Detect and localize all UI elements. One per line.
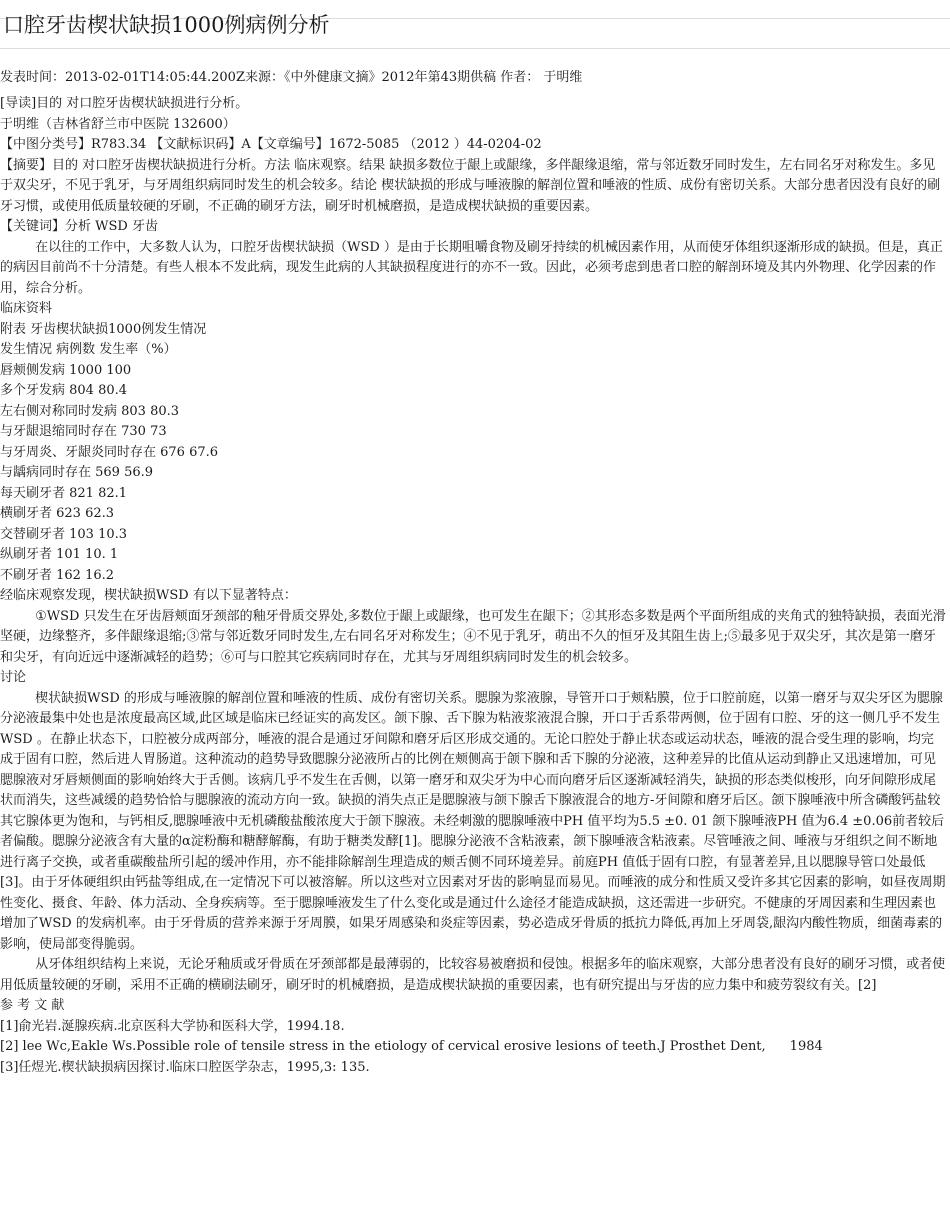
- table-line: 与龋病同时存在 569 56.9: [0, 465, 154, 480]
- reference-item: [0, 1017, 946, 1038]
- table-line: 纵刷牙者 101 10. 1: [0, 547, 119, 562]
- reference-item: [0, 1058, 946, 1079]
- lead-line: [导读]目的 对口腔牙齿楔状缺损进行分析。: [0, 96, 249, 111]
- reference-year: 1984: [789, 1039, 823, 1054]
- publish-meta-line: 发表时间：2013-02-01T14:05:44.200Z来源：《中外健康文摘》2012年第43期供稿 作者： 于明维: [0, 70, 583, 85]
- article-title: 口腔牙齿楔状缺损1000例病例分析: [3, 13, 330, 37]
- reference-text: [1]俞光岩.涎腺疾病.北京医科大学协和医科大学，1994.18.: [0, 1018, 345, 1034]
- table-line: 多个牙发病 804 80.4: [0, 383, 128, 398]
- table-line: 交替刷牙者 103 10.3: [0, 526, 128, 542]
- reference-text: [2] lee Wc,Eakle Ws.Possible role of tensile stress in the etiology of cervical erosive lesions of teeth.J Prosthet Dent,: [0, 1039, 766, 1054]
- abstract-paragraph: 【摘要】目的 对口腔牙齿楔状缺损进行分析。方法 临床观察。结果 缺损多数位于龈上或龈缘，多伴龈缘退缩，常与邻近数牙同时发生，左右同名牙对称发生。多见于双尖牙，不见于乳牙，与牙周组织病同时发生的机会较多。结论 楔状缺损的形成与唾液腺的解剖位置和唾液的性质、成份有密切关系。大部分患者因没有良好的刷牙习惯，或使用低质量较硬的牙刷，不正确的刷牙方法，刷牙时机械磨损，是造成楔状缺损的重要因素。: [0, 157, 941, 214]
- discussion-paragraph-2: 从牙体组织结构上来说，无论牙釉质或牙骨质在牙颈部都是最薄弱的，比较容易被磨损和侵蚀。根据多年的临床观察，大部分患者没有良好的刷牙习惯，或者使用低质量较硬的牙刷，采用不正确的横刷法刷牙，刷牙时的机械磨损，是造成楔状缺损的重要因素，也有研究提出与牙齿的应力集中和疲劳裂纹有关。[2]: [0, 957, 946, 993]
- table-line: 不刷牙者 162 16.2: [0, 567, 115, 583]
- table-line: 每天刷牙者 821 82.1: [0, 485, 128, 501]
- title-rule-bottom: [0, 48, 950, 49]
- table-line: 发生情况 病例数 发生率（%）: [0, 342, 177, 357]
- incidence-table: [0, 320, 946, 607]
- references-heading: 参 考 文 献: [0, 998, 65, 1013]
- keywords-line: 【关键词】分析 WSD 牙齿: [0, 219, 158, 234]
- reference-item: [0, 1037, 946, 1058]
- table-line: 附表 牙齿楔状缺损1000例发生情况: [0, 321, 207, 337]
- table-line: 横刷牙者 623 62.3: [0, 506, 115, 521]
- table-line: 经临床观察发现，楔状缺损WSD 有以下显著特点：: [0, 588, 297, 603]
- reference-text: [3]任煜光.楔状缺损病因探讨.临床口腔医学杂志，1995,3: 135.: [0, 1059, 370, 1075]
- features-paragraph: ①WSD 只发生在牙齿唇颊面牙颈部的釉牙骨质交界处,多数位于龈上或龈缘，也可发生在龈下；②其形态多数是两个平面所组成的夹角式的独特缺损，表面光滑坚硬，边缘整齐，多伴龈缘退缩;③常与邻近数牙同时发生,左右同名牙对称发生；④不见于乳牙，萌出不久的恒牙及其阻生齿上;⑤最多见于双尖牙，其次是第一磨牙和尖牙，有向近远中逐渐减轻的趋势；⑥可与口腔其它疾病同时存在，尤其与牙周组织病同时发生的机会较多。: [0, 608, 946, 665]
- table-line: 与牙龈退缩同时存在 730 73: [0, 424, 167, 439]
- classification-line: 【中图分类号】R783.34 【文献标识码】A【文章编号】1672-5085 （2012 ）44-0204-02: [0, 137, 542, 152]
- article-body: [0, 94, 946, 1078]
- discussion-paragraph-1: 楔状缺损WSD 的形成与唾液腺的解剖位置和唾液的性质、成份有密切关系。腮腺为浆液腺，导管开口于颊粘膜，位于口腔前庭，以第一磨牙与双尖牙区为腮腺分泌液最集中处也是浓度最高区域,此区域是临床已经证实的高发区。颌下腺、舌下腺为粘液浆液混合腺，开口于舌系带两侧，位于固有口腔、牙的这一侧几乎不发生WSD 。在静止状态下，口腔被分成两部分，唾液的混合是通过牙间隙和磨牙后区形成交通的。无论口腔处于静止状态或运动状态，唾液的混合受生理的影响，均完成于固有口腔，然后进人胃肠道。这种流动的趋势导致腮腺分泌液所占的比例在颊侧高于颌下腺和舌下腺的分泌液，这种差异的比值从运动到静止又迅速增加，可见腮腺液对牙唇颊侧面的影响始终大于舌侧。该病几乎不发生在舌侧，以第一磨牙和双尖牙为中心而向磨牙后区逐渐减轻消失，缺损的形态类似梭形，向牙间隙形成尾状而消失，这些减缓的趋势恰恰与腮腺液的流动方向一致。缺损的消失点正是腮腺液与颌下腺舌下腺液混合的地方-牙间隙和磨牙后区。颌下腺唾液中所含磷酸钙盐较其它腺体更为饱和，与钙相反,腮腺唾液中无机磷酸盐酸浓度大于颌下腺液。未经刺激的腮腺唾液中PH 值平均为5.5 ±0. 01 颌下腺唾液PH 值为6.4 ±0.06前者较后者偏酸。腮腺分泌液含有大量的α淀粉酶和糖酵解酶，有助于糖类发酵[1]。腮腺分泌液不含粘液素，颌下腺唾液含粘液素。尽管唾液之间、唾液与牙组织之间不断地进行离子交换，或者重碳酸盐所引起的缓冲作用，亦不能排除解剖生理造成的颊舌侧不同环境差异。前庭PH 值低于固有口腔，有显著差异,且以腮腺导管口处最低[3]。由于牙体硬组织由钙盐等组成,在一定情况下可以被溶解。所以这些对立因素对牙齿的影响显而易见。而唾液的成分和性质又受许多其它因素的影响，如昼夜周期性变化、摄食、年龄、体力活动、全身疾病等。至于腮腺唾液发生了什么变化或是通过什么途径才能造成缺损，这还需进一步研究。不健康的牙周因素和生理因素也增加了WSD 的发病机率。由于牙骨质的营养来源于牙周膜，如果牙周感染和炎症等因素，势必造成牙骨质的抵抗力降低,再加上牙周袋,龈沟内酸性物质，细菌毒素的影响，使局部变得脆弱。: [0, 690, 946, 952]
- table-line: 与牙周炎、牙龈炎同时存在 676 67.6: [0, 444, 219, 460]
- section-heading-discussion: 讨论: [0, 670, 27, 685]
- table-line: 左右侧对称同时发病 803 80.3: [0, 403, 180, 419]
- intro-paragraph: 在以往的工作中，大多数人认为，口腔牙齿楔状缺损（WSD ）是由于长期咀嚼食物及刷牙持续的机械因素作用，从而使牙体组织逐渐形成的缺损。但是，真正的病因目前尚不十分清楚。有些人根本不发此病，现发生此病的人其缺损程度进行的亦不一致。因此，必须考虑到患者口腔的解剖环境及其内外物理、化学因素的作用，综合分析。: [0, 239, 943, 296]
- table-line: 唇颊侧发病 1000 100: [0, 362, 132, 378]
- section-heading-clinical: 临床资料: [0, 301, 53, 316]
- references-list: [0, 1017, 946, 1079]
- author-affiliation: 于明维（吉林省舒兰市中医院 132600）: [0, 116, 236, 132]
